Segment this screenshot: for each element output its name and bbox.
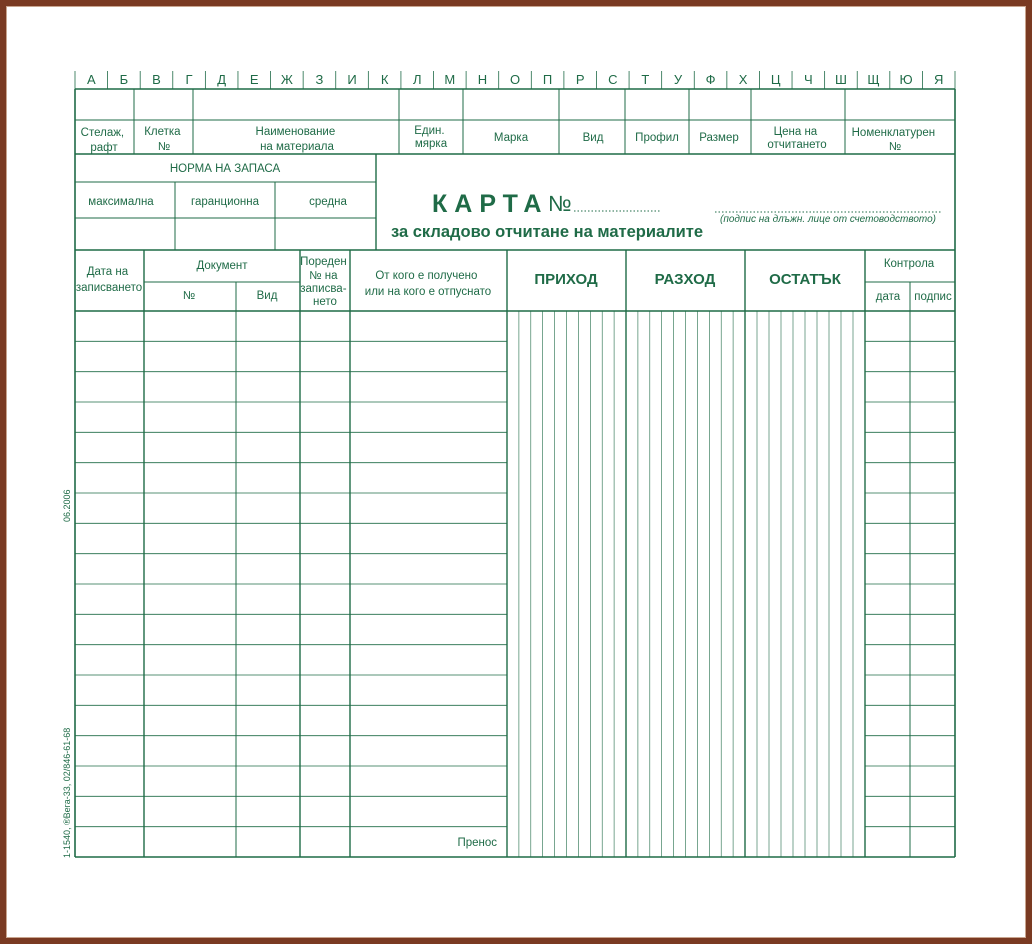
shelf-label: Стелаж, рафт: [80, 127, 125, 154]
alphabet-letter: Т: [641, 72, 650, 87]
date-column-label: Дата на записването: [75, 266, 143, 294]
alphabet-letter: У: [673, 72, 683, 87]
income-label: ПРИХОД: [534, 271, 598, 288]
alphabet-letter: З: [315, 72, 324, 87]
accounting-price-label: Цена на отчитането: [767, 126, 827, 151]
expense-label: РАЗХОД: [654, 271, 716, 288]
header-row: [81, 125, 939, 154]
alphabet-letter: Ц: [770, 72, 781, 87]
alphabet-letter: Я: [934, 72, 944, 87]
alphabet-letter: Е: [249, 72, 259, 87]
kind-label: Вид: [582, 132, 604, 144]
alphabet-letter: Ф: [705, 72, 716, 87]
card-title-block: [391, 190, 941, 241]
alphabet-index-row: [75, 71, 955, 89]
card-subtitle: за складово отчитане на материалите: [391, 223, 704, 241]
stock-norm-block: [88, 163, 347, 208]
unit-label: Един. мярка: [414, 125, 448, 150]
alphabet-letter: Г: [185, 72, 193, 87]
cell-label: Клетка №: [144, 126, 181, 153]
document-number-label: №: [182, 290, 196, 302]
alphabet-letter: Н: [477, 72, 488, 87]
control-signature-label: подпис: [914, 291, 952, 303]
stock-norm-guaranteed: гаранционна: [191, 196, 259, 208]
alphabet-letter: Л: [412, 72, 422, 87]
control-label: Контрола: [883, 258, 935, 270]
size-label: Размер: [699, 132, 739, 144]
nomenclature-label: Номенклатурен №: [851, 127, 936, 153]
alphabet-letter: В: [152, 72, 161, 87]
alphabet-letter: Щ: [867, 72, 880, 87]
control-date-label: дата: [875, 291, 901, 303]
from-whom-label: От кого е получено или на кого е отпуснато: [364, 270, 492, 298]
stock-norm-average: средна: [309, 196, 347, 208]
profile-label: Профил: [635, 132, 679, 144]
alphabet-letter: Х: [738, 72, 748, 87]
alphabet-letter: И: [347, 72, 357, 87]
carry-over-label: Пренос: [457, 837, 497, 849]
material-name-label: Наименование на материала: [255, 126, 336, 153]
alphabet-letter: Ж: [280, 72, 293, 87]
stock-norm-title: НОРМА НА ЗАПАСА: [169, 163, 281, 175]
print-code-note: 1-1540, ®Вега-33, 02/846-61-68: [62, 727, 72, 858]
alphabet-letter: Ч: [803, 72, 813, 87]
alphabet-letter: Ш: [834, 72, 847, 87]
alphabet-letter: О: [509, 72, 521, 87]
brand-label: Марка: [493, 132, 529, 144]
alphabet-letter: Д: [217, 72, 227, 87]
card-title: КАРТА: [432, 190, 549, 218]
serial-number-label: Пореден № на записва- нето: [300, 256, 347, 308]
alphabet-letter: Б: [119, 72, 129, 87]
stock-norm-maximum: максимална: [88, 196, 154, 208]
alphabet-letter: М: [444, 72, 456, 87]
document-group-label: Документ: [196, 260, 248, 272]
alphabet-letter: П: [542, 72, 553, 87]
alphabet-letter: Р: [575, 72, 585, 87]
signature-note: (подпис на длъжн. лице от счетоводството): [719, 214, 937, 225]
alphabet-letter: А: [86, 72, 96, 87]
alphabet-letter: С: [608, 72, 618, 87]
date-code-note: 06.2006: [62, 489, 72, 522]
document-kind-label: Вид: [256, 290, 278, 302]
card-number-label: №: [548, 191, 572, 216]
alphabet-letter: К: [380, 72, 389, 87]
alphabet-letter: Ю: [899, 72, 913, 87]
balance-label: ОСТАТЪК: [769, 271, 841, 288]
